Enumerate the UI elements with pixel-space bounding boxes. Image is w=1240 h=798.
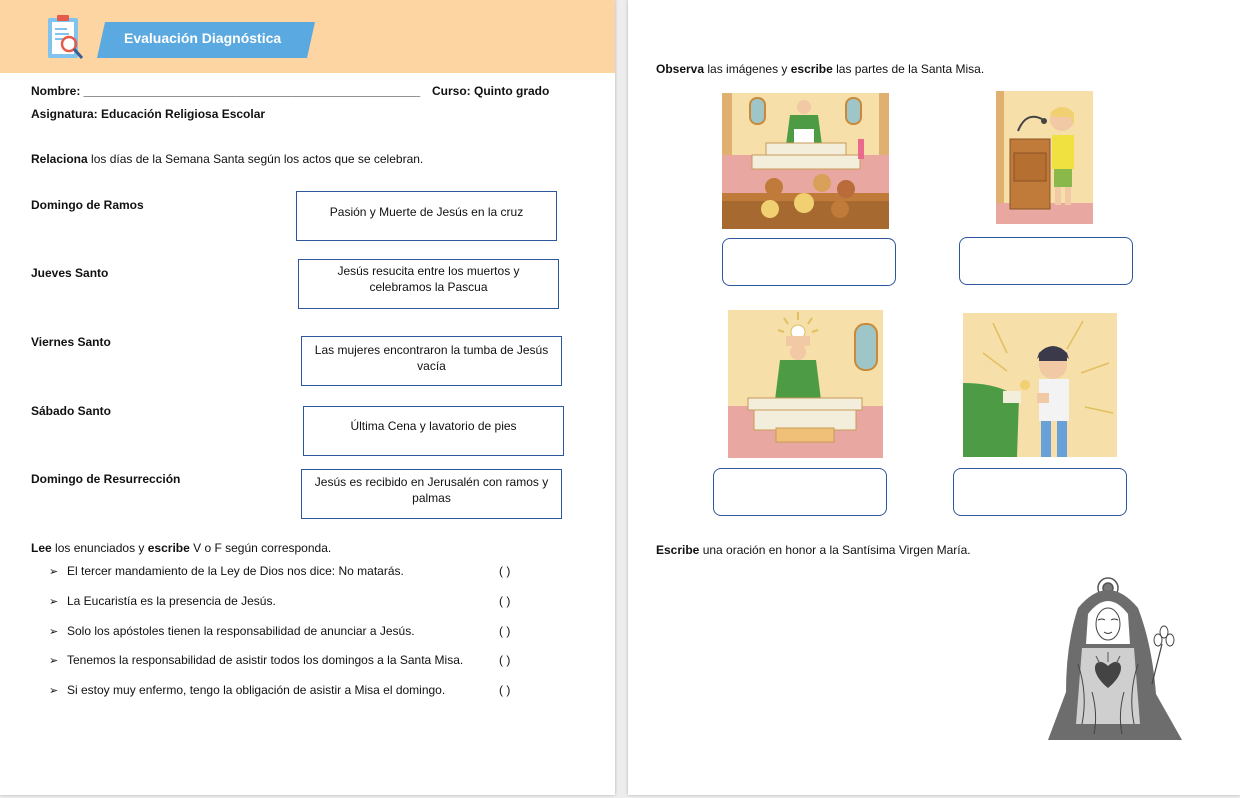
statement-text: Tenemos la responsabilidad de asistir todos los domingos a la Santa Misa. [67,653,464,667]
act-box: Jesús es recibido en Jerusalén con ramos y palmas [301,469,562,519]
statement-text: La Eucaristía es la presencia de Jesús. [67,594,276,608]
bullet-arrow-icon: ➢ [49,655,59,667]
answer-box[interactable] [959,237,1133,285]
day-label: Jueves Santo [31,266,109,280]
clipboard-search-icon [44,14,88,62]
answer-parentheses[interactable]: ( ) [499,653,511,667]
statement-text: El tercer mandamiento de la Ley de Dios nos dice: No matarás. [67,564,404,578]
name-line [31,84,420,98]
name-blank: ______________________________________________________ [83,84,420,98]
act-box: Pasión y Muerte de Jesús en la cruz [296,191,557,241]
day-label: Domingo de Resurrección [31,472,181,486]
statement-text: Solo los apóstoles tienen la responsabilidad de anunciar a Jesús. [67,624,415,638]
communion-image [963,313,1117,457]
bullet-arrow-icon: ➢ [49,626,59,638]
course-label: Curso: Quinto grado [432,84,550,98]
match-instruction: Relaciona los días de la Semana Santa según los actos que se celebran. [31,152,424,166]
prayer-instruction: Escribe una oración en honor a la Santísima Virgen María. [656,543,971,557]
bullet-arrow-icon: ➢ [49,685,59,697]
answer-parentheses[interactable]: ( ) [499,594,511,608]
act-box: Las mujeres encontraron la tumba de Jesús vacía [301,336,562,386]
act-box: Jesús resucita entre los muertos y celebramos la Pascua [298,259,559,309]
page-title: Evaluación Diagnóstica [124,30,282,46]
answer-parentheses[interactable]: ( ) [499,564,511,578]
subject-label: Asignatura: Educación Religiosa Escolar [31,107,266,121]
virgin-mary-image [1048,574,1186,740]
name-label: Nombre: [31,84,84,98]
answer-box[interactable] [953,468,1127,516]
answer-box[interactable] [713,468,887,516]
day-label: Sábado Santo [31,404,112,418]
truefalse-instruction: Lee los enunciados y escribe V o F según corresponda. [31,541,332,555]
priest-greeting-image [722,93,889,229]
worksheet-page-2 [628,0,1240,795]
answer-parentheses[interactable]: ( ) [499,683,511,697]
day-label: Viernes Santo [31,335,111,349]
day-label: Domingo de Ramos [31,198,144,212]
consecration-image [728,310,883,458]
answer-box[interactable] [722,238,896,286]
worksheet-page-1 [0,0,615,795]
reader-at-ambo-image [996,91,1093,224]
mass-instruction: Observa las imágenes y escribe las partes de la Santa Misa. [656,62,985,76]
bullet-arrow-icon: ➢ [49,596,59,608]
bullet-arrow-icon: ➢ [49,566,59,578]
statement-text: Si estoy muy enfermo, tengo la obligación de asistir a Misa el domingo. [67,683,446,697]
answer-parentheses[interactable]: ( ) [499,624,511,638]
act-box: Última Cena y lavatorio de pies [303,406,564,456]
